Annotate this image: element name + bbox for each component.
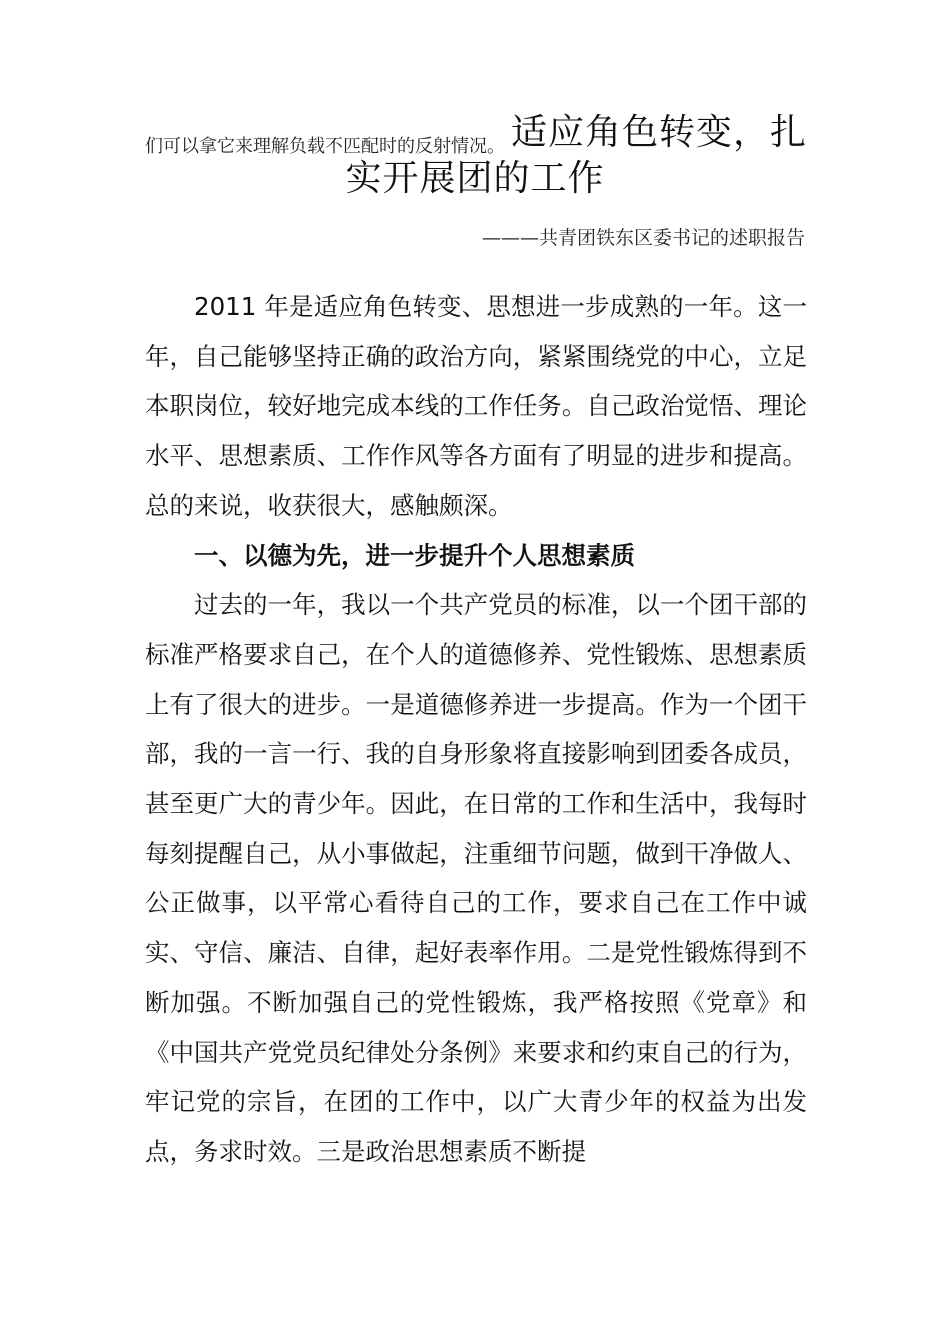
document-title-part-2: 实开展团的工作 — [345, 158, 605, 199]
document-subtitle: ———共青团铁东区委书记的述职报告 — [481, 227, 805, 249]
paragraph-2: 过去的一年，我以一个共产党员的标准，以一个团干部的标准严格要求自己，在个人的道德修养、党性锻炼、思想素质上有了很大的进步。一是道德修养进一步提高。作为一个团干部，我的一言一行、我的自身形象将直接影响到团委各成员，甚至更广大的青少年。因此，在日常的工作和生活中，我每时每刻提醒自己，从小事做起，注重细节问题，做到干净做人、公正做事，以平常心看待自己的工作，要求自己在工作中诚实、守信、廉洁、自律，起好表率作用。二是党性锻炼得到不断加强。不断加强自己的党性锻炼，我严格按照《党章》和《中国共产党党员纪律处分条例》来要求和约束自己的行为，牢记党的宗旨，在团的工作中，以广大青少年的权益为出发点，务求时效。三是政治思想素质不断提 — [145, 590, 807, 1166]
document-title-part-1: 适应角色转变，扎 — [510, 112, 807, 153]
section-heading-1: 一、以德为先，进一步提升个人思想素质 — [194, 540, 635, 570]
title-line-1 — [145, 104, 807, 156]
paragraph-1: 2011 年是适应角色转变、思想进一步成熟的一年。这一年，自己能够坚持正确的政治方向，紧紧围绕党的中心，立足本职岗位，较好地完成本线的工作任务。自己政治觉悟、理论水平、思想素质、工作作风等各方面有了明显的进步和提高。总的来说，收获很大，感触颇深。 — [145, 292, 807, 520]
document-body — [145, 282, 807, 1177]
overlapping-prefix-text: 们可以拿它来理解负载不匹配时的反射情况。 — [145, 136, 505, 157]
